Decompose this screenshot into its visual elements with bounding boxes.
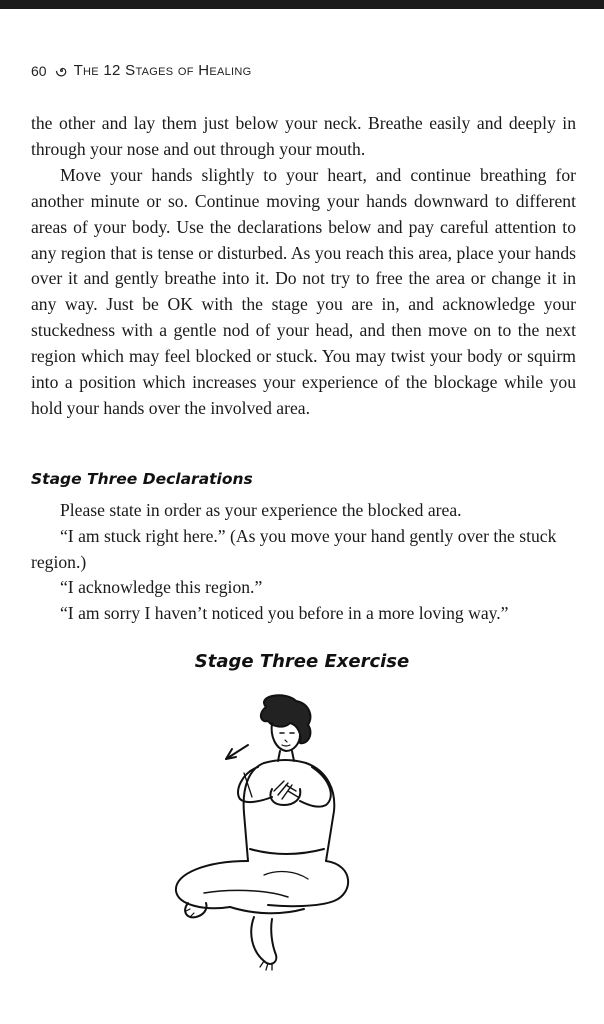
paragraph: Move your hands slightly to your heart, and continue breathing for another minute or so. Continue moving your hands downward to different areas of your body. Use the declarations below and pay careful attention to any region that is tense or disturbed. As you reach this area, place your hands over it and gently breathe into it. Do not try to free the area or change it in any way. Just be OK with the stage you are in, and acknowledge your stuckedness with a gentle nod of your head, and then move on to the next region which may feel blocked or stuck. You may twist your body or squirm into a position which increases your experience of the blockage while you hold your hands over the involved area. — [31, 164, 576, 418]
page-number: 60 — [31, 62, 47, 79]
declaration-line: “I acknowledge this region.” — [60, 577, 263, 598]
declaration-line: “I am sorry I haven’t noticed you before in a more loving way.” — [60, 603, 509, 624]
running-header — [31, 62, 252, 79]
exercise-title: Stage Three Exercise — [194, 651, 410, 672]
paragraph: the other and lay them just below your neck. Breathe easily and deeply in through your nose and out through your mouth. — [31, 113, 576, 159]
declaration-line: Please state in order as your experience the blocked area. — [60, 500, 462, 520]
top-border-rule — [0, 0, 604, 9]
book-title: The 12 Stages of Healing — [73, 62, 252, 79]
seated-breathing-figure-illustration — [168, 693, 358, 973]
declarations-list — [31, 498, 576, 627]
section-heading: Stage Three Declarations — [31, 470, 253, 488]
body-text — [31, 111, 576, 422]
declaration-line: “I am stuck right here.” (As you move your hand gently over the stuck region.) — [31, 525, 557, 572]
spiral-ornament-icon — [55, 64, 68, 77]
